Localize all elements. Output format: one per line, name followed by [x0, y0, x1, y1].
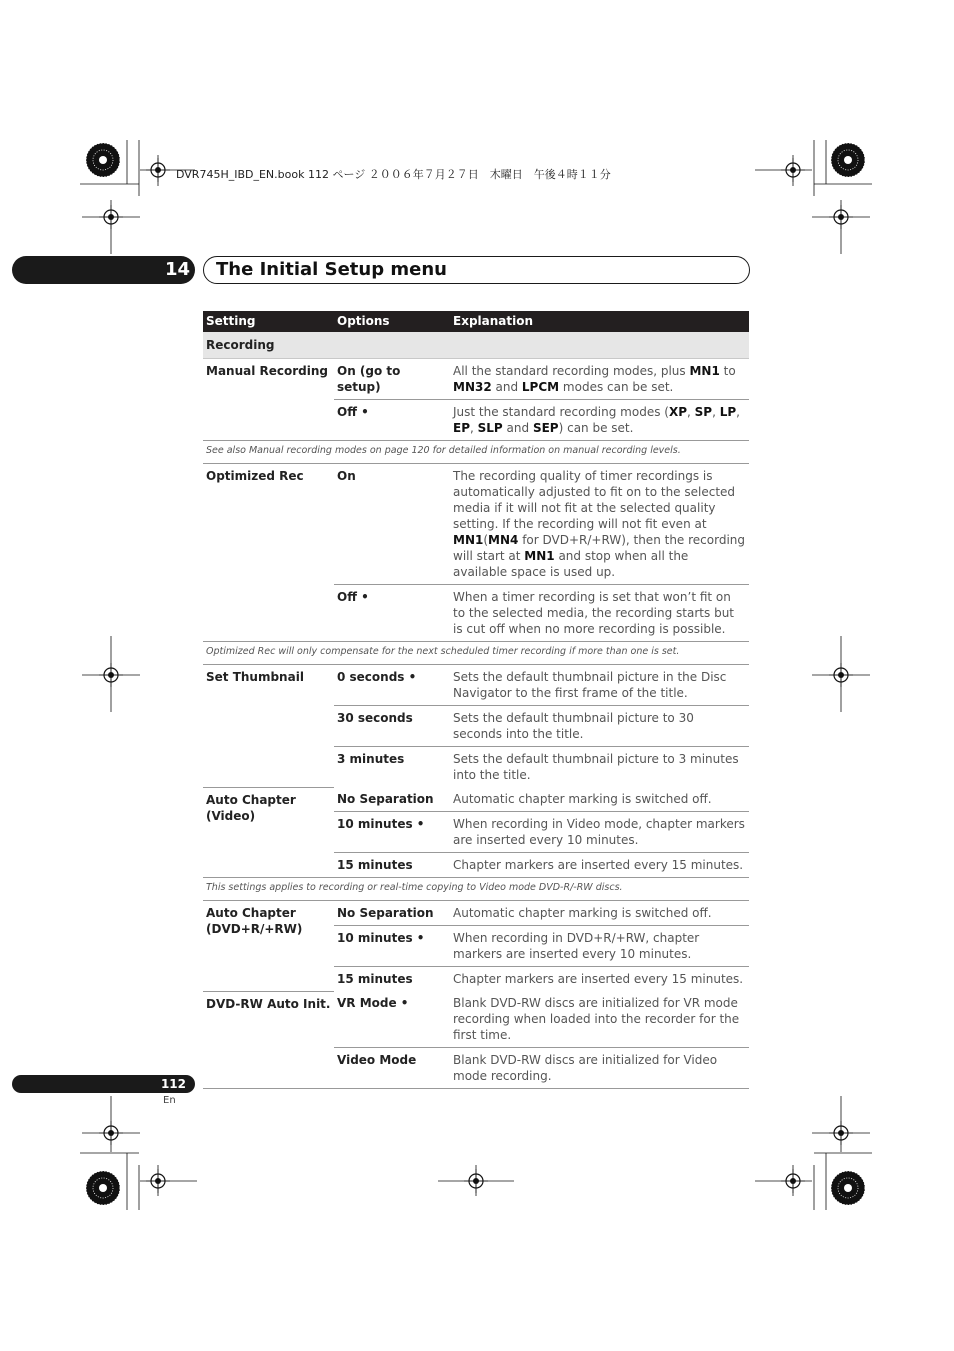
option-label: On	[337, 469, 356, 483]
note-row	[203, 441, 749, 464]
setup-table	[203, 311, 749, 1089]
table-note: See also Manual recording modes on page 120 for detailed information on manual recording levels.	[203, 441, 749, 464]
setting-auto-chapter-video: Auto Chapter (Video)	[203, 787, 334, 878]
option-explanation: Automatic chapter marking is switched off.	[453, 906, 712, 920]
header-explanation: Explanation	[450, 311, 749, 332]
chapter-number: 14	[164, 259, 190, 280]
option-label: 15 minutes	[334, 967, 450, 992]
table-note: Optimized Rec will only compensate for the next scheduled timer recording if more than one is set.	[203, 642, 749, 665]
option-explanation: Sets the default thumbnail picture to 3 minutes into the title.	[450, 747, 749, 788]
print-header: DVR745H_IBD_EN.book 112 ページ ２００６年７月２７日 木曜日 午後４時１１分	[176, 168, 611, 181]
option-label: 3 minutes	[334, 747, 450, 788]
section-row	[203, 332, 749, 359]
option-explanation: Sets the default thumbnail picture in the Disc Navigator to the first frame of the title.	[453, 670, 727, 700]
option-label: No Separation	[337, 792, 434, 806]
option-explanation: Just the standard recording modes (XP, SP, LP, EP, SLP and SEP) can be set.	[450, 400, 749, 441]
option-explanation: The recording quality of timer recordings is automatically adjusted to fit on to the selected media if it will not fit at the selected quality setting. If the recording will not fit even at MN1(MN4 for DVD+R/+RW), then the recording will start at MN1 and stop when all the available space is used up.	[453, 469, 746, 579]
option-explanation: All the standard recording modes, plus MN1 to MN32 and LPCM modes can be set.	[453, 364, 736, 394]
page-number: 112	[160, 1077, 186, 1091]
option-explanation: Blank DVD-RW discs are initialized for Video mode recording.	[450, 1048, 749, 1089]
table-row	[203, 901, 749, 926]
setting-set-thumbnail: Set Thumbnail	[206, 670, 304, 684]
table-note: This settings applies to recording or real-time copying to Video mode DVD-R/-RW discs.	[203, 878, 749, 901]
note-row	[203, 642, 749, 665]
setting-optimized-rec: Optimized Rec	[206, 469, 304, 483]
table-row	[203, 665, 749, 706]
option-explanation: Sets the default thumbnail picture to 30 seconds into the title.	[450, 706, 749, 747]
option-label: 10 minutes •	[334, 812, 450, 853]
option-explanation: When recording in Video mode, chapter markers are inserted every 10 minutes.	[450, 812, 749, 853]
table-row	[203, 464, 749, 585]
setting-dvdrw-auto-init: DVD-RW Auto Init.	[203, 991, 334, 1089]
option-explanation: When recording in DVD+R/+RW, chapter markers are inserted every 10 minutes.	[450, 926, 749, 967]
setting-auto-chapter-dvdr: Auto Chapter (DVD+R/+RW)	[206, 906, 303, 936]
option-label: Off •	[334, 400, 450, 441]
option-label: 10 minutes •	[334, 926, 450, 967]
option-explanation: Blank DVD-RW discs are initialized for VR mode recording when loaded into the recorder for the first time.	[453, 996, 740, 1042]
option-explanation: Chapter markers are inserted every 15 minutes.	[450, 853, 749, 878]
setting-manual-recording: Manual Recording	[203, 359, 334, 441]
page-language: En	[163, 1095, 176, 1106]
chapter-title: The Initial Setup menu	[216, 259, 447, 280]
table-header-row	[203, 311, 749, 332]
option-label: 30 seconds	[334, 706, 450, 747]
note-row	[203, 878, 749, 901]
option-label: Video Mode	[334, 1048, 450, 1089]
option-explanation: When a timer recording is set that won’t fit on to the selected media, the recording starts but is cut off when no more recording is possible.	[450, 585, 749, 642]
option-label: 0 seconds •	[337, 670, 417, 684]
option-label: On (go to setup)	[337, 364, 401, 394]
option-label: No Separation	[337, 906, 434, 920]
option-label: Off •	[334, 585, 450, 642]
table-row	[203, 787, 749, 812]
header-options: Options	[334, 311, 450, 332]
table-row	[203, 991, 749, 1048]
section-title: Recording	[203, 332, 749, 359]
option-explanation: Chapter markers are inserted every 15 minutes.	[450, 967, 749, 992]
option-explanation: Automatic chapter marking is switched off.	[453, 792, 712, 806]
option-label: VR Mode •	[337, 996, 409, 1010]
header-setting: Setting	[203, 311, 334, 332]
table-row	[203, 359, 749, 400]
option-label: 15 minutes	[334, 853, 450, 878]
